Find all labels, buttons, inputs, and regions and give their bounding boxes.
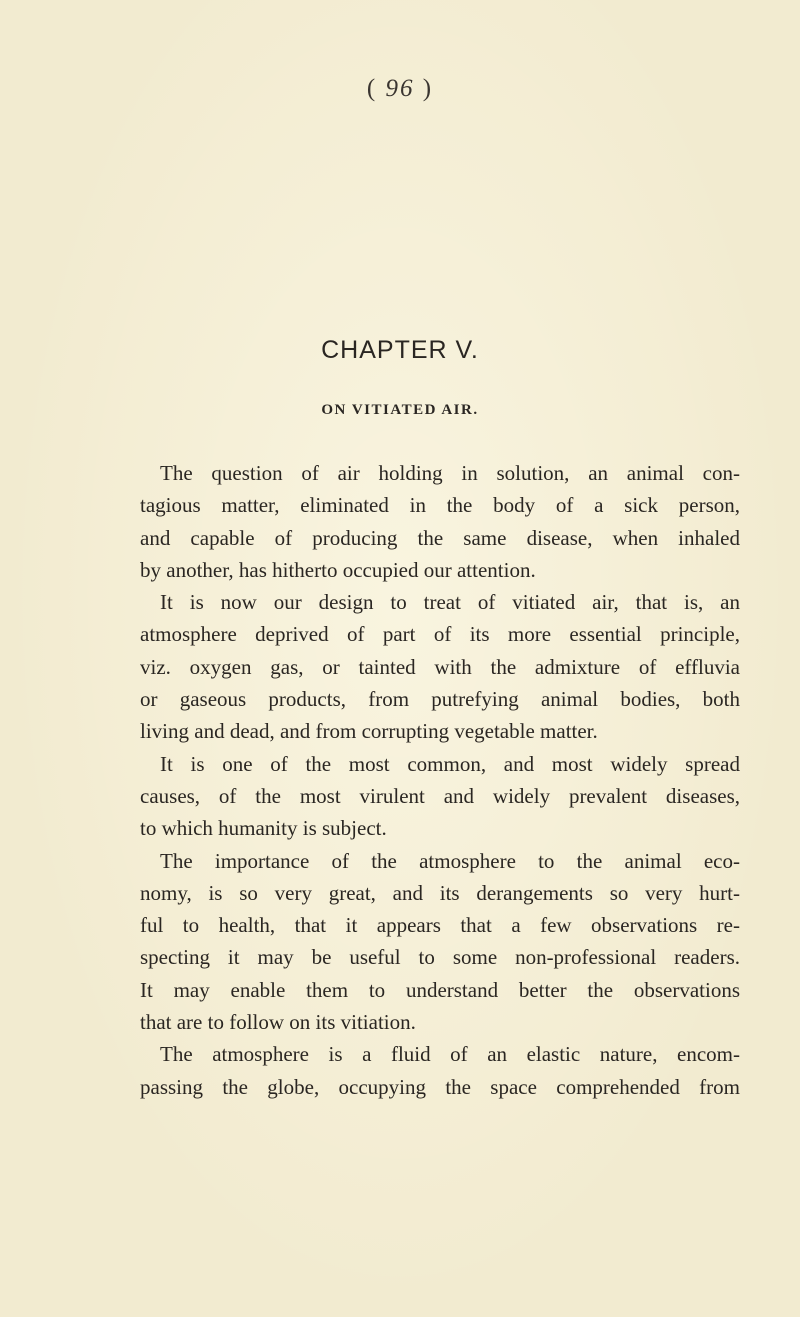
text-line: It is now our design to treat of vitiated air, that is, an <box>160 590 740 615</box>
text-line: It may enable them to understand better the observations <box>140 977 740 1002</box>
chapter-subtitle: ON VITIATED AIR. <box>321 402 479 418</box>
text-line: viz. oxygen gas, or tainted with the admixture of effluvia <box>140 654 740 679</box>
text-line: living and dead, and from corrupting vegetable matter. <box>140 719 598 744</box>
text-line: atmosphere deprived of part of its more essential principle, <box>140 622 740 647</box>
text-line: The question of air holding in solution, an animal con- <box>160 461 740 485</box>
body-text <box>140 457 740 1103</box>
text-line: tagious matter, eliminated in the body of a sick person, <box>140 493 740 518</box>
text-line: It is one of the most common, and most widely spread <box>160 751 740 776</box>
text-line: that are to follow on its vitiation. <box>140 1010 416 1035</box>
text-line: and capable of producing the same disease, when inhaled <box>140 525 740 550</box>
chapter-title: CHAPTER V. <box>321 336 479 364</box>
page-number-value: 96 <box>385 75 415 102</box>
text-line: The atmosphere is a fluid of an elastic nature, encom- <box>160 1042 740 1067</box>
text-line: passing the globe, occupying the space comprehended from <box>140 1074 740 1099</box>
text-line: ful to health, that it appears that a few observations re- <box>140 913 740 938</box>
text-line: specting it may be useful to some non-professional readers. <box>140 945 740 970</box>
text-line: The importance of the atmosphere to the animal eco- <box>160 848 740 873</box>
page-number-close-paren: ) <box>414 75 434 102</box>
text-line: nomy, is so very great, and its derangements so very hurt- <box>140 880 740 905</box>
text-line: causes, of the most virulent and widely prevalent diseases, <box>140 783 740 808</box>
text-line: to which humanity is subject. <box>140 816 387 841</box>
text-line: or gaseous products, from putrefying animal bodies, both <box>140 687 740 712</box>
page-number <box>0 75 800 103</box>
text-line: by another, has hitherto occupied our attention. <box>140 557 536 582</box>
page-number-open-paren: ( <box>366 75 386 102</box>
